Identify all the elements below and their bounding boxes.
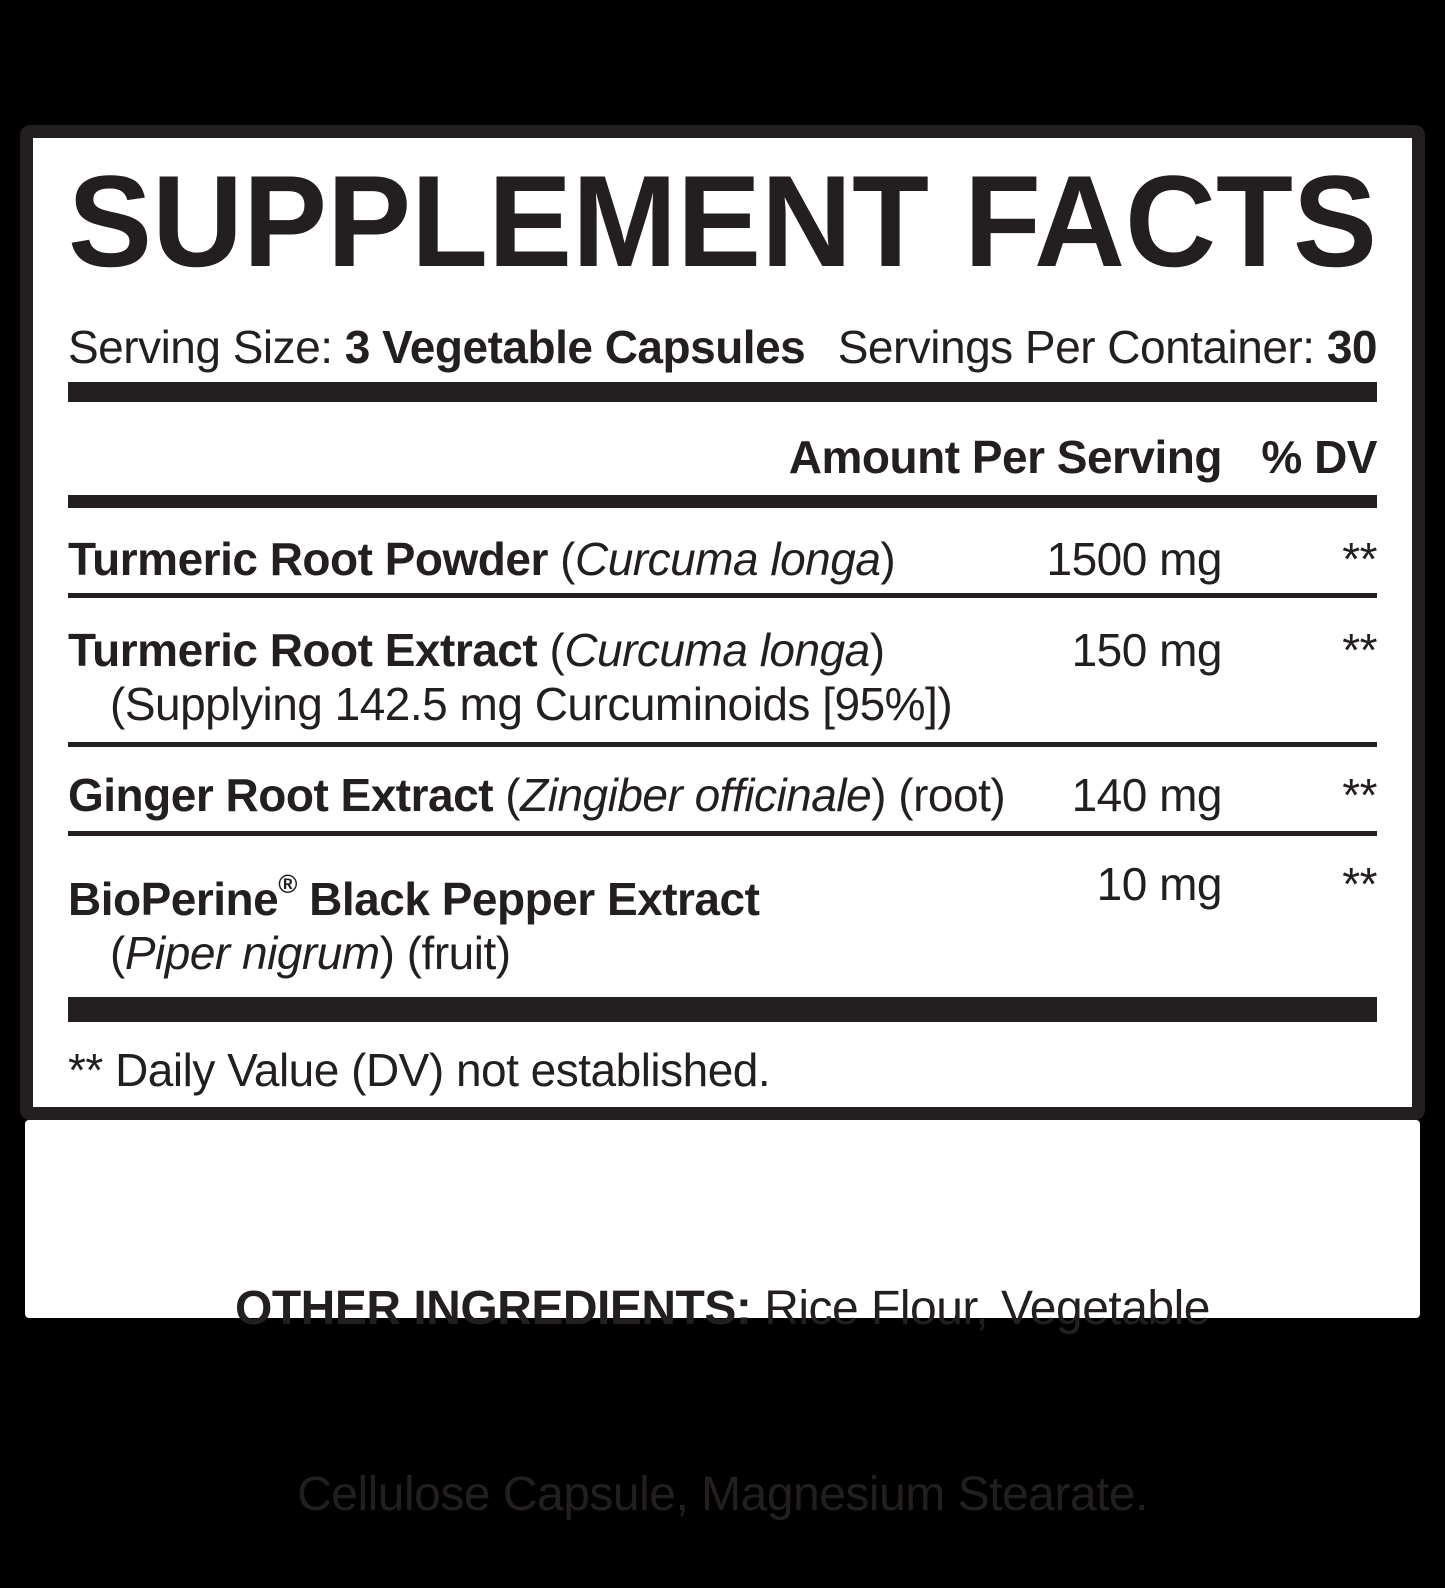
paren-open: ( xyxy=(493,769,521,821)
percent-dv-header: % DV xyxy=(1261,431,1377,483)
other-ingredients-label: OTHER INGREDIENTS: xyxy=(235,1282,752,1335)
servings-per-container-value: 30 xyxy=(1326,321,1377,373)
ingredient-subline: (Supplying 142.5 mg Curcuminoids [95%]) xyxy=(110,678,953,730)
paren-close: ) xyxy=(880,533,896,585)
ingredient-name: Turmeric Root Extract xyxy=(68,624,538,676)
ingredient-name-rest: Black Pepper Extract xyxy=(296,873,760,925)
paren-close: ) xyxy=(379,927,395,979)
paren-close: ) xyxy=(871,769,886,821)
daily-value-footnote: ** Daily Value (DV) not established. xyxy=(68,1044,771,1096)
ingredient-name: Turmeric Root Powder xyxy=(68,533,548,585)
serving-size xyxy=(68,320,805,374)
servings-per-container-label: Servings Per Container: xyxy=(837,321,1327,373)
ingredient-line xyxy=(68,532,1377,586)
separator-bar-bottom xyxy=(68,997,1377,1022)
ingredient-latin-name: Curcuma longa xyxy=(574,533,881,585)
ingredient-line xyxy=(68,623,1377,677)
ingredient-row-ginger-root-extract xyxy=(68,747,1377,836)
ingredient-amount: 140 mg xyxy=(1071,769,1222,821)
ingredient-amount: 150 mg xyxy=(1071,624,1222,676)
ingredient-dv: ** xyxy=(1342,858,1377,910)
supplement-facts-title xyxy=(68,170,1377,280)
paren-open: ( xyxy=(110,927,125,979)
paren-close: ) xyxy=(869,624,885,676)
ingredient-name: Ginger Root Extract xyxy=(68,769,494,821)
paren-open: ( xyxy=(537,624,565,676)
ingredient-row-turmeric-root-extract xyxy=(68,598,1377,747)
ingredient-latin-name: Piper nigrum xyxy=(124,927,380,979)
registered-trademark-icon: ® xyxy=(278,869,297,899)
ingredient-amount: 10 mg xyxy=(1096,858,1222,910)
other-ingredients-line1-text: Rice Flour, Vegetable xyxy=(751,1282,1210,1335)
ingredient-line xyxy=(68,768,1377,822)
other-ingredients-line2: Cellulose Capsule, Magnesium Stearate. xyxy=(297,1468,1148,1521)
separator-bar-mid xyxy=(68,495,1377,508)
ingredient-part-suffix: (root) xyxy=(885,769,1006,821)
other-ingredients-panel xyxy=(25,1120,1420,1521)
supplement-facts-panel xyxy=(20,125,1425,1120)
other-ingredients-line1 xyxy=(25,1278,1420,1340)
serving-size-label: Serving Size: xyxy=(68,321,345,373)
ingredient-amount: 1500 mg xyxy=(1046,533,1222,585)
ingredient-dv: ** xyxy=(1342,533,1377,585)
ingredient-rows xyxy=(68,508,1377,980)
amount-per-serving-header: Amount Per Serving xyxy=(788,431,1222,483)
ingredient-part-suffix: (fruit) xyxy=(394,927,511,979)
column-header-row xyxy=(68,430,1377,484)
ingredient-row-turmeric-root-powder xyxy=(68,508,1377,598)
serving-size-value: 3 Vegetable Capsules xyxy=(344,321,806,373)
ingredient-row-bioperine-black-pepper-extract xyxy=(68,836,1377,980)
ingredient-latin-name: Zingiber officinale xyxy=(520,769,872,821)
ingredient-line xyxy=(68,857,1377,926)
servings-per-container xyxy=(838,320,1377,374)
ingredient-dv: ** xyxy=(1342,769,1377,821)
supplement-facts-title-text: SUPPLEMENT FACTS xyxy=(68,170,1377,280)
ingredient-subline xyxy=(68,926,1377,980)
separator-bar-top xyxy=(68,382,1377,402)
ingredient-name: BioPerine xyxy=(68,873,279,925)
ingredient-dv: ** xyxy=(1342,624,1377,676)
paren-open: ( xyxy=(547,533,575,585)
serving-size-line xyxy=(68,320,1377,374)
ingredient-latin-name: Curcuma longa xyxy=(564,624,870,676)
